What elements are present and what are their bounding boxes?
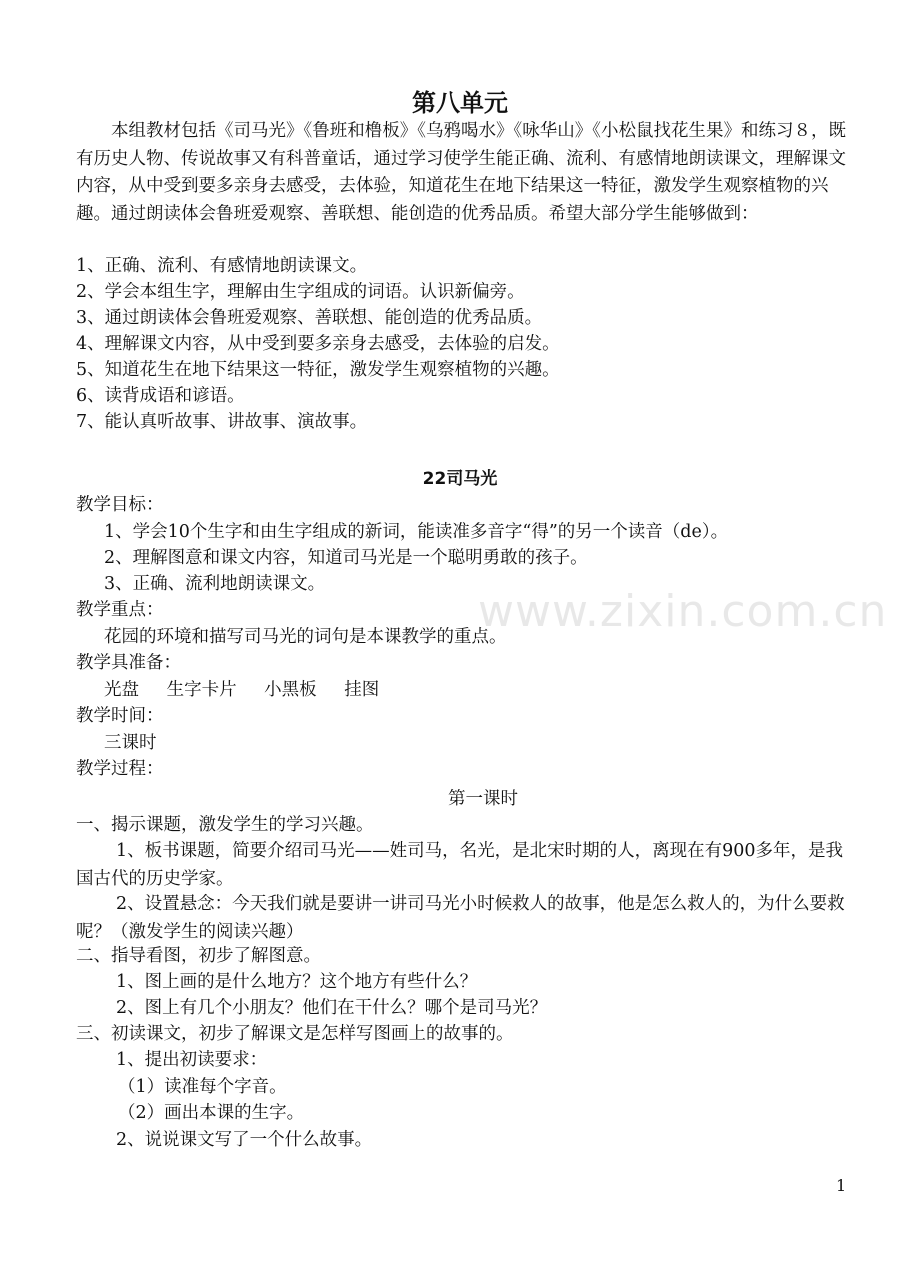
process-heading: 教学过程：: [76, 759, 164, 779]
unit-goal-item: 5、知道花生在地下结果这一特征，激发学生观察植物的兴趣。: [76, 360, 560, 380]
step-item-paragraph: 2、设置悬念：今天我们就是要讲一讲司马光小时候救人的故事，他是怎么救人的，为什么要救呢？（激发学生的阅读兴趣）: [76, 894, 845, 942]
unit-title: 第八单元: [412, 89, 508, 117]
material-item: 小黑板: [264, 680, 317, 700]
step-item: 1、图上画的是什么地方？这个地方有些什么？: [116, 972, 478, 992]
unit-goal-item: 2、学会本组生字，理解由生字组成的词语。认识新偏旁。: [76, 282, 525, 302]
materials-list: [104, 677, 401, 704]
objective-item: 2、理解图意和课文内容，知道司马光是一个聪明勇敢的孩子。: [104, 548, 588, 568]
step-item: 2、说说课文写了一个什么故事。: [116, 1130, 373, 1150]
objective-item: 1、学会10个生字和由生字组成的新词，能读准多音字“得”的另一个读音（de）。: [104, 522, 729, 542]
objective-item: 3、正确、流利地朗读课文。: [104, 574, 326, 594]
step-subitem: （1）读准每个字音。: [118, 1077, 287, 1097]
step-item: 2、图上有几个小朋友？他们在干什么？哪个是司马光？: [116, 998, 548, 1018]
time-text: 三课时: [104, 733, 157, 753]
unit-goal-item: 3、通过朗读体会鲁班爱观察、善联想、能创造的优秀品质。: [76, 308, 543, 328]
unit-goal-item: 1、正确、流利、有感情地朗读课文。: [76, 256, 368, 276]
focus-heading: 教学重点：: [76, 600, 164, 620]
objectives-heading: 教学目标：: [76, 495, 164, 515]
unit-goal-item: 4、理解课文内容，从中受到要多亲身去感受，去体验的启发。: [76, 334, 560, 354]
step-subitem: （2）画出本课的生字。: [118, 1103, 305, 1123]
material-item: 挂图: [344, 680, 380, 700]
lesson-title: 22司马光: [422, 469, 498, 489]
materials-heading: 教学具准备：: [76, 653, 181, 673]
step-heading: 一、揭示课题，激发学生的学习兴趣。: [76, 815, 374, 835]
period-title: 第一课时: [448, 789, 518, 809]
time-heading: 教学时间：: [76, 706, 164, 726]
page-number: 1: [836, 1176, 847, 1195]
step-heading: 二、指导看图，初步了解图意。: [76, 946, 321, 966]
step-heading: 三、初读课文，初步了解课文是怎样写图画上的故事的。: [76, 1024, 514, 1044]
unit-goal-item: 6、读背成语和谚语。: [76, 386, 245, 406]
watermark: www.zixin.com.cn: [478, 586, 888, 637]
material-item: 光盘: [104, 680, 139, 700]
unit-goal-item: 7、能认真听故事、讲故事、演故事。: [76, 412, 368, 432]
unit-intro-paragraph: 本组教材包括《司马光》《鲁班和橹板》《乌鸦喝水》《咏华山》《小松鼠找花生果》和练习８，既有历史人物、传说故事又有科普童话，通过学习使学生能正确、流利、有感情地朗读课文，理解课文内容，从中受到要多亲身去感受，去体验，知道花生在地下结果这一特征，激发学生观察植物的兴趣。通过朗读体会鲁班爱观察、善联想、能创造的优秀品质。希望大部分学生能够做到：: [76, 121, 846, 224]
step-item-paragraph: 1、板书课题，简要介绍司马光——姓司马，名光，是北宋时期的人，离现在有900多年，是我国古代的历史学家。: [76, 841, 844, 889]
material-item: 生字卡片: [166, 680, 237, 700]
step-item: 1、提出初读要求：: [116, 1050, 268, 1070]
focus-text: 花园的环境和描写司马光的词句是本课教学的重点。: [104, 627, 507, 647]
